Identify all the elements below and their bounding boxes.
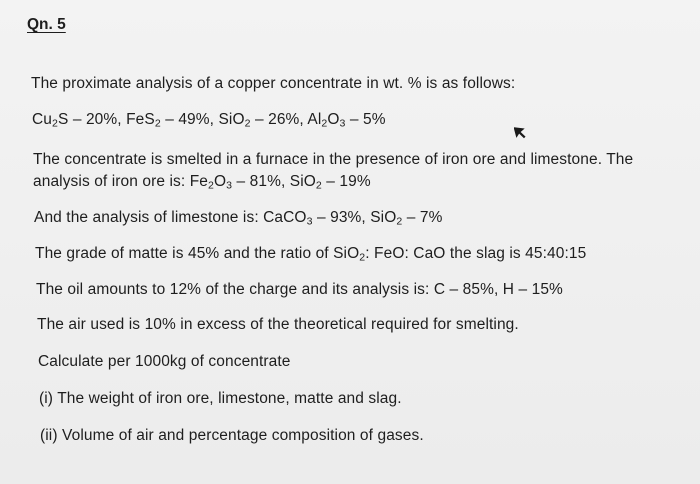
- limestone-analysis: And the analysis of limestone is: CaCO$_3$ – 93%, SiO$_2$ – 7%: [34, 209, 443, 228]
- mouse-cursor-icon: [514, 124, 528, 142]
- calculate-instruction: Calculate per 1000kg of concentrate: [38, 353, 291, 370]
- question-label: Qn. 5: [27, 16, 66, 33]
- oil-analysis: The oil amounts to 12% of the charge and its analysis is: C – 85%, H – 15%: [36, 281, 563, 298]
- part-ii: (ii) Volume of air and percentage composition of gases.: [40, 427, 424, 444]
- matte-grade-and-slag-ratio: The grade of matte is 45% and the ratio of SiO$_2$: FeO: CaO the slag is 45:40:15: [35, 245, 587, 264]
- iron-ore-analysis: analysis of iron ore is: $Fe_2O_3 - 81\%$, SiO$_2$ – 19%: [33, 173, 371, 192]
- smelting-description: The concentrate is smelted in a furnace in the presence of iron ore and limestone. The: [33, 151, 634, 168]
- air-excess: The air used is 10% in excess of the theoretical required for smelting.: [37, 316, 519, 333]
- part-i: (i) The weight of iron ore, limestone, matte and slag.: [39, 390, 402, 407]
- intro-text: The proximate analysis of a copper concentrate in wt. % is as follows:: [31, 75, 516, 92]
- concentrate-composition: $Cu_2S - 20\%$, FeS$_2$ – 49%, SiO$_2$ – 26%, $Al_2O_3 - 5\%$: [32, 111, 386, 130]
